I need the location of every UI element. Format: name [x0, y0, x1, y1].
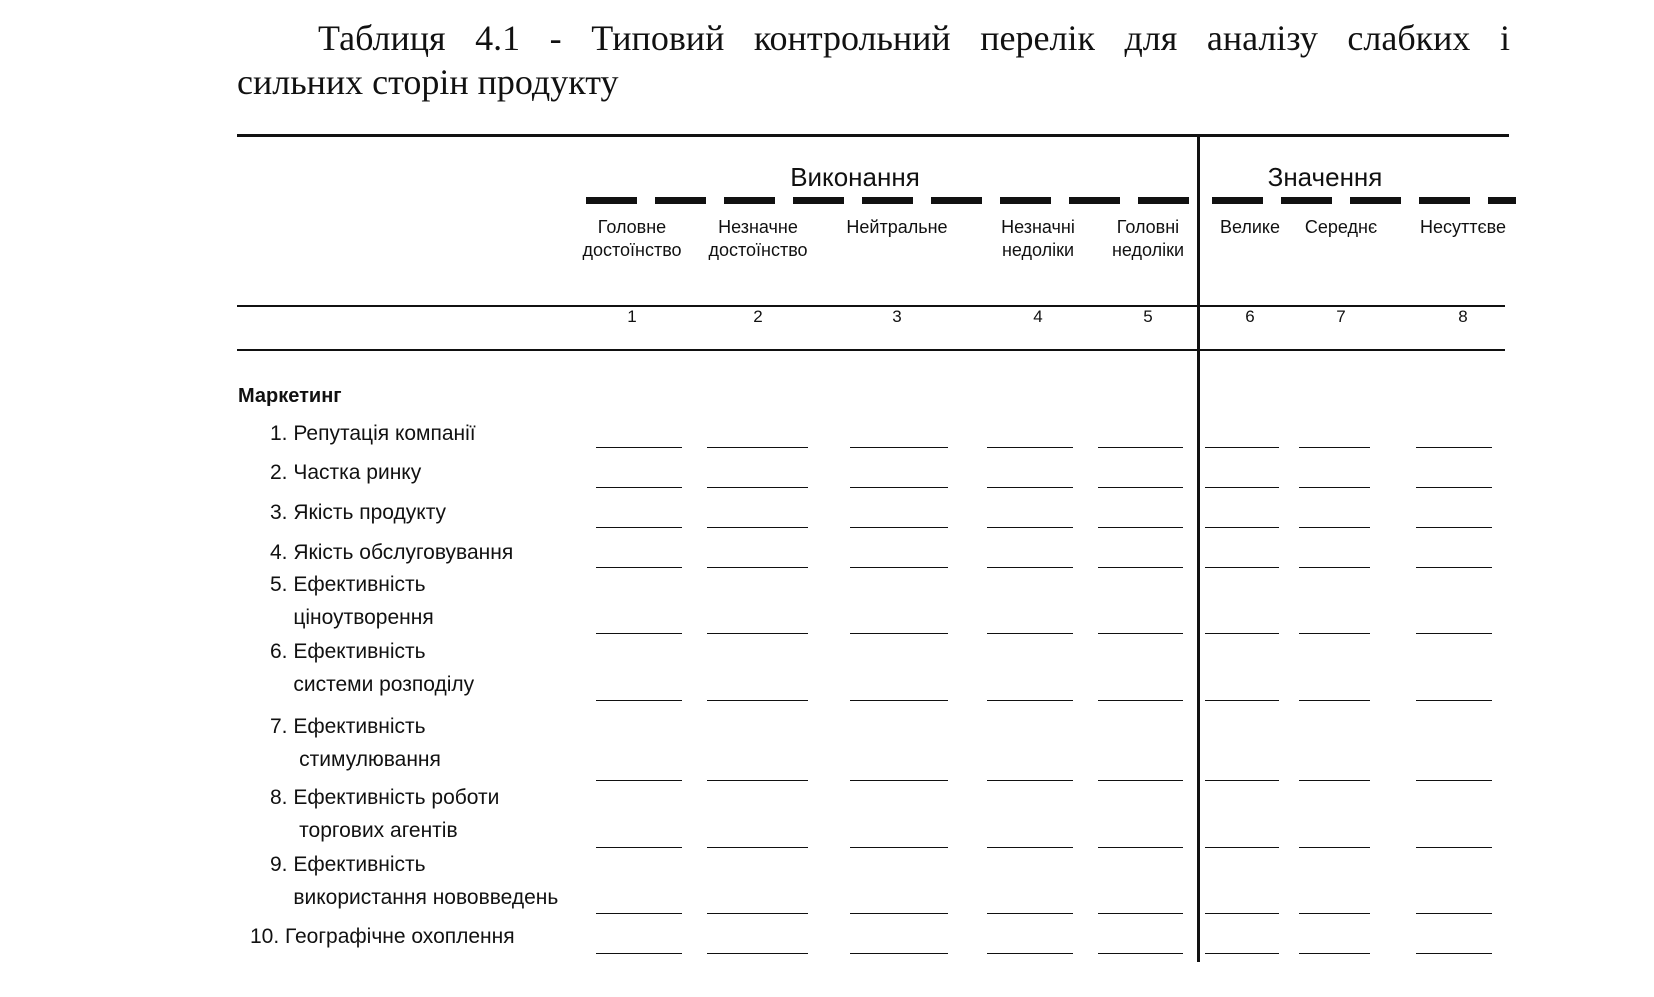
- fill-blank-row9-col2: [707, 912, 808, 914]
- row-label-7: 7. Ефективність стимулювання: [270, 715, 441, 771]
- fill-blank-row7-col3: [850, 779, 948, 781]
- fill-blank-row3-col5: [1098, 526, 1183, 528]
- column-header-5: Головні недоліки: [1111, 217, 1185, 260]
- group-dash-performance: [586, 197, 1198, 204]
- row-label-9: 9. Ефективність використання нововведень: [270, 853, 559, 909]
- fill-blank-row2-col2: [707, 486, 808, 488]
- fill-blank-row2-col1: [596, 486, 682, 488]
- column-header-1: Головне достоїнство: [582, 217, 682, 260]
- fill-blank-row1-col7: [1299, 446, 1370, 448]
- group-divider: [1197, 134, 1200, 962]
- title-word: для: [1124, 18, 1178, 58]
- numbers-bottom-rule: [237, 349, 1505, 351]
- fill-blank-row7-col6: [1205, 779, 1279, 781]
- column-number-4: 4: [1033, 307, 1043, 326]
- fill-blank-row5-col3: [850, 632, 948, 634]
- fill-blank-row2-col6: [1205, 486, 1279, 488]
- fill-blank-row4-col5: [1098, 566, 1183, 568]
- title-word: -: [549, 18, 562, 58]
- fill-blank-row8-col8: [1416, 846, 1492, 848]
- column-number-7: 7: [1336, 307, 1346, 326]
- row-label-10: 10. Географічне охоплення: [250, 925, 515, 948]
- fill-blank-row3-col2: [707, 526, 808, 528]
- fill-blank-row9-col6: [1205, 912, 1279, 914]
- fill-blank-row4-col2: [707, 566, 808, 568]
- group-label-importance: Значення: [1267, 162, 1383, 192]
- fill-blank-row9-col5: [1098, 912, 1183, 914]
- column-number-3: 3: [892, 307, 902, 326]
- fill-blank-row10-col6: [1205, 952, 1279, 954]
- fill-blank-row3-col3: [850, 526, 948, 528]
- fill-blank-row6-col1: [596, 699, 682, 701]
- fill-blank-row10-col4: [987, 952, 1073, 954]
- fill-blank-row9-col4: [987, 912, 1073, 914]
- column-header-3: Нейтральне: [846, 217, 948, 237]
- fill-blank-row6-col8: [1416, 699, 1492, 701]
- fill-blank-row8-col2: [707, 846, 808, 848]
- fill-blank-row1-col1: [596, 446, 682, 448]
- row-label-8: 8. Ефективність роботи торгових агентів: [270, 786, 500, 842]
- fill-blank-row4-col4: [987, 566, 1073, 568]
- fill-blank-row10-col2: [707, 952, 808, 954]
- fill-blank-row1-col6: [1205, 446, 1279, 448]
- fill-blank-row7-col4: [987, 779, 1073, 781]
- fill-blank-row7-col8: [1416, 779, 1492, 781]
- fill-blank-row8-col7: [1299, 846, 1370, 848]
- column-number-8: 8: [1458, 307, 1468, 326]
- fill-blank-row6-col6: [1205, 699, 1279, 701]
- table-title-line-2: сильних сторін продукту: [237, 62, 619, 102]
- fill-blank-row3-col8: [1416, 526, 1492, 528]
- fill-blank-row5-col6: [1205, 632, 1279, 634]
- fill-blank-row9-col8: [1416, 912, 1492, 914]
- column-header-8: Несуттєве: [1419, 217, 1507, 237]
- row-label-4: 4. Якість обслуговування: [270, 541, 514, 564]
- fill-blank-row7-col2: [707, 779, 808, 781]
- column-header-6: Велике: [1219, 217, 1281, 237]
- title-word: перелік: [980, 18, 1095, 58]
- fill-blank-row5-col8: [1416, 632, 1492, 634]
- row-label-6: 6. Ефективність системи розподілу: [270, 640, 475, 696]
- row-label-2: 2. Частка ринку: [270, 461, 422, 484]
- row-label-3: 3. Якість продукту: [270, 501, 447, 524]
- fill-blank-row1-col3: [850, 446, 948, 448]
- title-word: аналізу: [1206, 18, 1318, 58]
- fill-blank-row4-col6: [1205, 566, 1279, 568]
- fill-blank-row1-col5: [1098, 446, 1183, 448]
- fill-blank-row8-col6: [1205, 846, 1279, 848]
- column-number-5: 5: [1143, 307, 1153, 326]
- fill-blank-row6-col5: [1098, 699, 1183, 701]
- column-number-2: 2: [753, 307, 763, 326]
- column-header-4: Незначні недоліки: [1001, 217, 1075, 260]
- title-word: і: [1499, 18, 1510, 58]
- section-label: Маркетинг: [238, 385, 342, 407]
- fill-blank-row6-col4: [987, 699, 1073, 701]
- fill-blank-row9-col3: [850, 912, 948, 914]
- fill-blank-row1-col4: [987, 446, 1073, 448]
- fill-blank-row5-col4: [987, 632, 1073, 634]
- title-word: слабких: [1347, 18, 1471, 58]
- fill-blank-row10-col1: [596, 952, 682, 954]
- fill-blank-row6-col3: [850, 699, 948, 701]
- fill-blank-row2-col5: [1098, 486, 1183, 488]
- fill-blank-row5-col5: [1098, 632, 1183, 634]
- fill-blank-row10-col3: [850, 952, 948, 954]
- group-dash-importance: [1212, 197, 1516, 204]
- fill-blank-row1-col8: [1416, 446, 1492, 448]
- fill-blank-row5-col1: [596, 632, 682, 634]
- fill-blank-row4-col1: [596, 566, 682, 568]
- fill-blank-row2-col3: [850, 486, 948, 488]
- fill-blank-row3-col7: [1299, 526, 1370, 528]
- fill-blank-row2-col4: [987, 486, 1073, 488]
- fill-blank-row8-col3: [850, 846, 948, 848]
- table-top-rule: [237, 134, 1509, 137]
- title-word: Типовий: [591, 18, 725, 58]
- fill-blank-row4-col7: [1299, 566, 1370, 568]
- fill-blank-row7-col7: [1299, 779, 1370, 781]
- fill-blank-row5-col2: [707, 632, 808, 634]
- fill-blank-row3-col1: [596, 526, 682, 528]
- fill-blank-row8-col1: [596, 846, 682, 848]
- fill-blank-row8-col4: [987, 846, 1073, 848]
- fill-blank-row8-col5: [1098, 846, 1183, 848]
- fill-blank-row4-col8: [1416, 566, 1492, 568]
- fill-blank-row10-col8: [1416, 952, 1492, 954]
- fill-blank-row9-col1: [596, 912, 682, 914]
- column-header-2: Незначне достоїнство: [708, 217, 808, 260]
- fill-blank-row2-col7: [1299, 486, 1370, 488]
- fill-blank-row1-col2: [707, 446, 808, 448]
- header-bottom-rule: [237, 305, 1505, 307]
- fill-blank-row10-col5: [1098, 952, 1183, 954]
- fill-blank-row5-col7: [1299, 632, 1370, 634]
- title-word: контрольний: [753, 18, 951, 58]
- title-word: Таблиця: [318, 18, 446, 58]
- column-header-7: Середнє: [1304, 217, 1378, 237]
- table-title-line-1: [318, 18, 1510, 58]
- row-label-1: 1. Репутація компанії: [270, 422, 476, 445]
- column-number-1: 1: [627, 307, 637, 326]
- fill-blank-row9-col7: [1299, 912, 1370, 914]
- fill-blank-row6-col7: [1299, 699, 1370, 701]
- fill-blank-row7-col5: [1098, 779, 1183, 781]
- fill-blank-row6-col2: [707, 699, 808, 701]
- column-number-6: 6: [1245, 307, 1255, 326]
- fill-blank-row2-col8: [1416, 486, 1492, 488]
- fill-blank-row10-col7: [1299, 952, 1370, 954]
- title-word: 4.1: [475, 18, 521, 58]
- fill-blank-row4-col3: [850, 566, 948, 568]
- row-label-5: 5. Ефективність ціноутворення: [270, 573, 434, 629]
- fill-blank-row3-col6: [1205, 526, 1279, 528]
- group-label-performance: Виконання: [790, 162, 920, 192]
- fill-blank-row3-col4: [987, 526, 1073, 528]
- fill-blank-row7-col1: [596, 779, 682, 781]
